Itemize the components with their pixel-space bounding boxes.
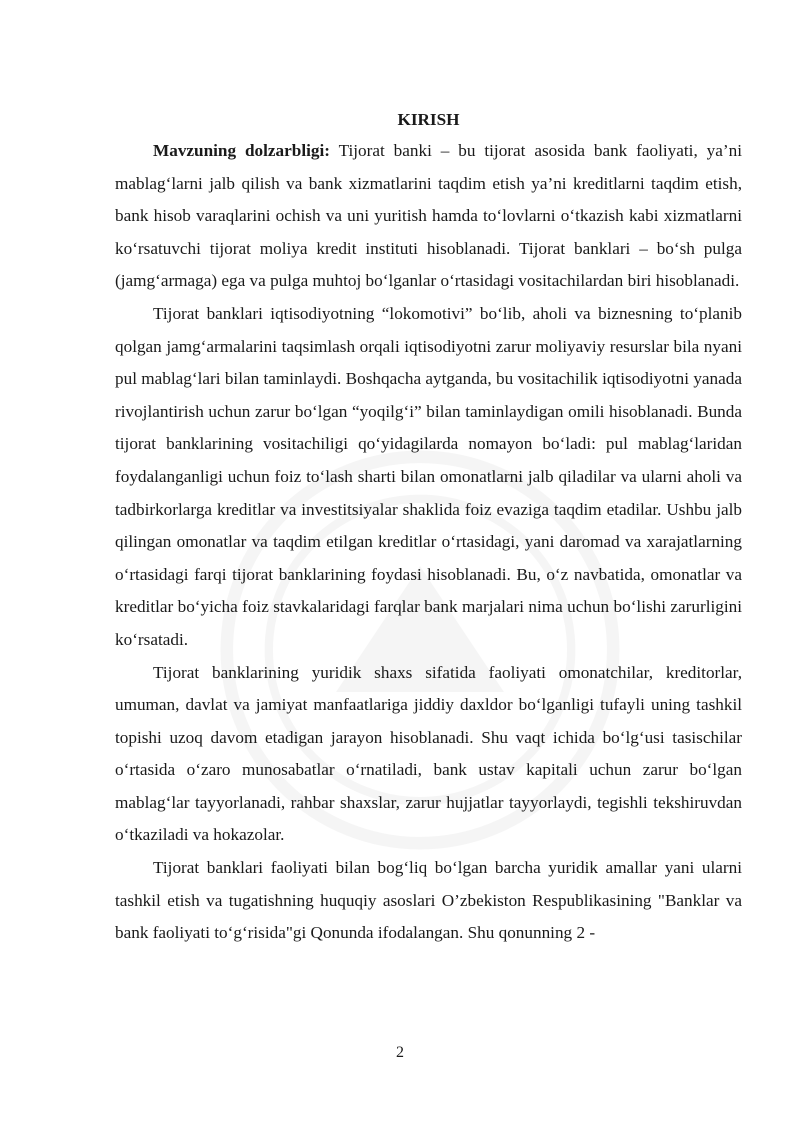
document-heading: KIRISH <box>397 110 460 129</box>
paragraph-text: Tijorat banklarining yuridik shaxs sifatida faoliyati omonatchilar, kreditorlar, umuman, davlat va jamiyat manfaatlariga jiddiy daxldor bo‘lganligi tufayli uning tashkil topishi uzoq davom etadigan jarayon hisoblanadi. Shu vaqt ichida bo‘lg‘usi tasischilar o‘rtasida o‘zaro munosabatlar o‘rnatiladi, bank ustav kapitali uchun zarur bo‘lgan mablag‘lar tayyorlanadi, rahbar shaxslar, zarur hujjatlar tayyorlaydi, tegishli tekshiruvdan o‘tkaziladi va hokazolar. <box>115 662 742 845</box>
paragraph-1 <box>115 135 742 298</box>
paragraph-3 <box>115 657 742 853</box>
paragraph-4 <box>115 852 742 950</box>
paragraph-text: Tijorat banki – bu tijorat asosida bank faoliyati, ya’ni mablag‘larni jalb qilish va bank xizmatlarini taqdim etish ya’ni kreditlarni taqdim etish, bank hisob varaqlarini ochish va uni yuritish hamda to‘lovlarni o‘tkazish kabi xizmatlarni ko‘rsatuvchi tijorat moliya kredit instituti hisoblanadi. Tijorat banklari – bo‘sh pulga (jamg‘armaga) ega va pulga muhtoj bo‘lganlar o‘rtasidagi vositachilardan biri hisoblanadi. <box>115 141 742 291</box>
paragraph-2 <box>115 298 742 657</box>
paragraph-lead: Mavzuning dolzarbligi: <box>153 141 330 160</box>
paragraph-text: Tijorat banklari iqtisodiyotning “lokomotivi” bo‘lib, aholi va biznesning to‘planib qolgan jamg‘armalarini taqsimlash orqali iqtisodiyotni zarur moliyaviy resurslar bila nyani pul mablag‘lari bilan taminlaydi. Boshqacha aytganda, bu vositachilik iqtisodiyotni yanada rivojlantirish uchun zarur bo‘lgan “yoqilg‘i” bilan taminlaydigan omili hisoblanadi. Bunda tijorat banklarining vositachiligi qo‘yidagilarda nomayon bo‘ladi: pul mablag‘laridan foydalanganligi uchun foiz to‘lash sharti bilan omonatlarni jalb qiladilar va ularni aholi va tadbirkorlarga kreditlar va investitsiyalar shaklida foiz evaziga taqdim etadilar. Ushbu jalb qilingan omonatlar va taqdim etilgan kreditlar o‘rtasidagi, yani daromad va xarajatlarning o‘rtasidagi farqi tijorat banklarining foydasi hisoblanadi. Bu, o‘z navbatida, omonatlar va kreditlar bo‘yicha foiz stavkalaridagi farqlar bank marjalari nima uchun bo‘lishi zarurligini ko‘rsatadi. <box>115 303 742 649</box>
paragraph-text: Tijorat banklari faoliyati bilan bog‘liq bo‘lgan barcha yuridik amallar yani ularni tashkil etish va tugatishning huquqiy asoslari O’zbekiston Respublikasining "Banklar va bank faoliyati to‘g‘risida"gi Qonunda ifodalangan. Shu qonunning 2 - <box>115 858 742 943</box>
page-number: 2 <box>396 1044 404 1061</box>
document-body <box>115 105 742 950</box>
